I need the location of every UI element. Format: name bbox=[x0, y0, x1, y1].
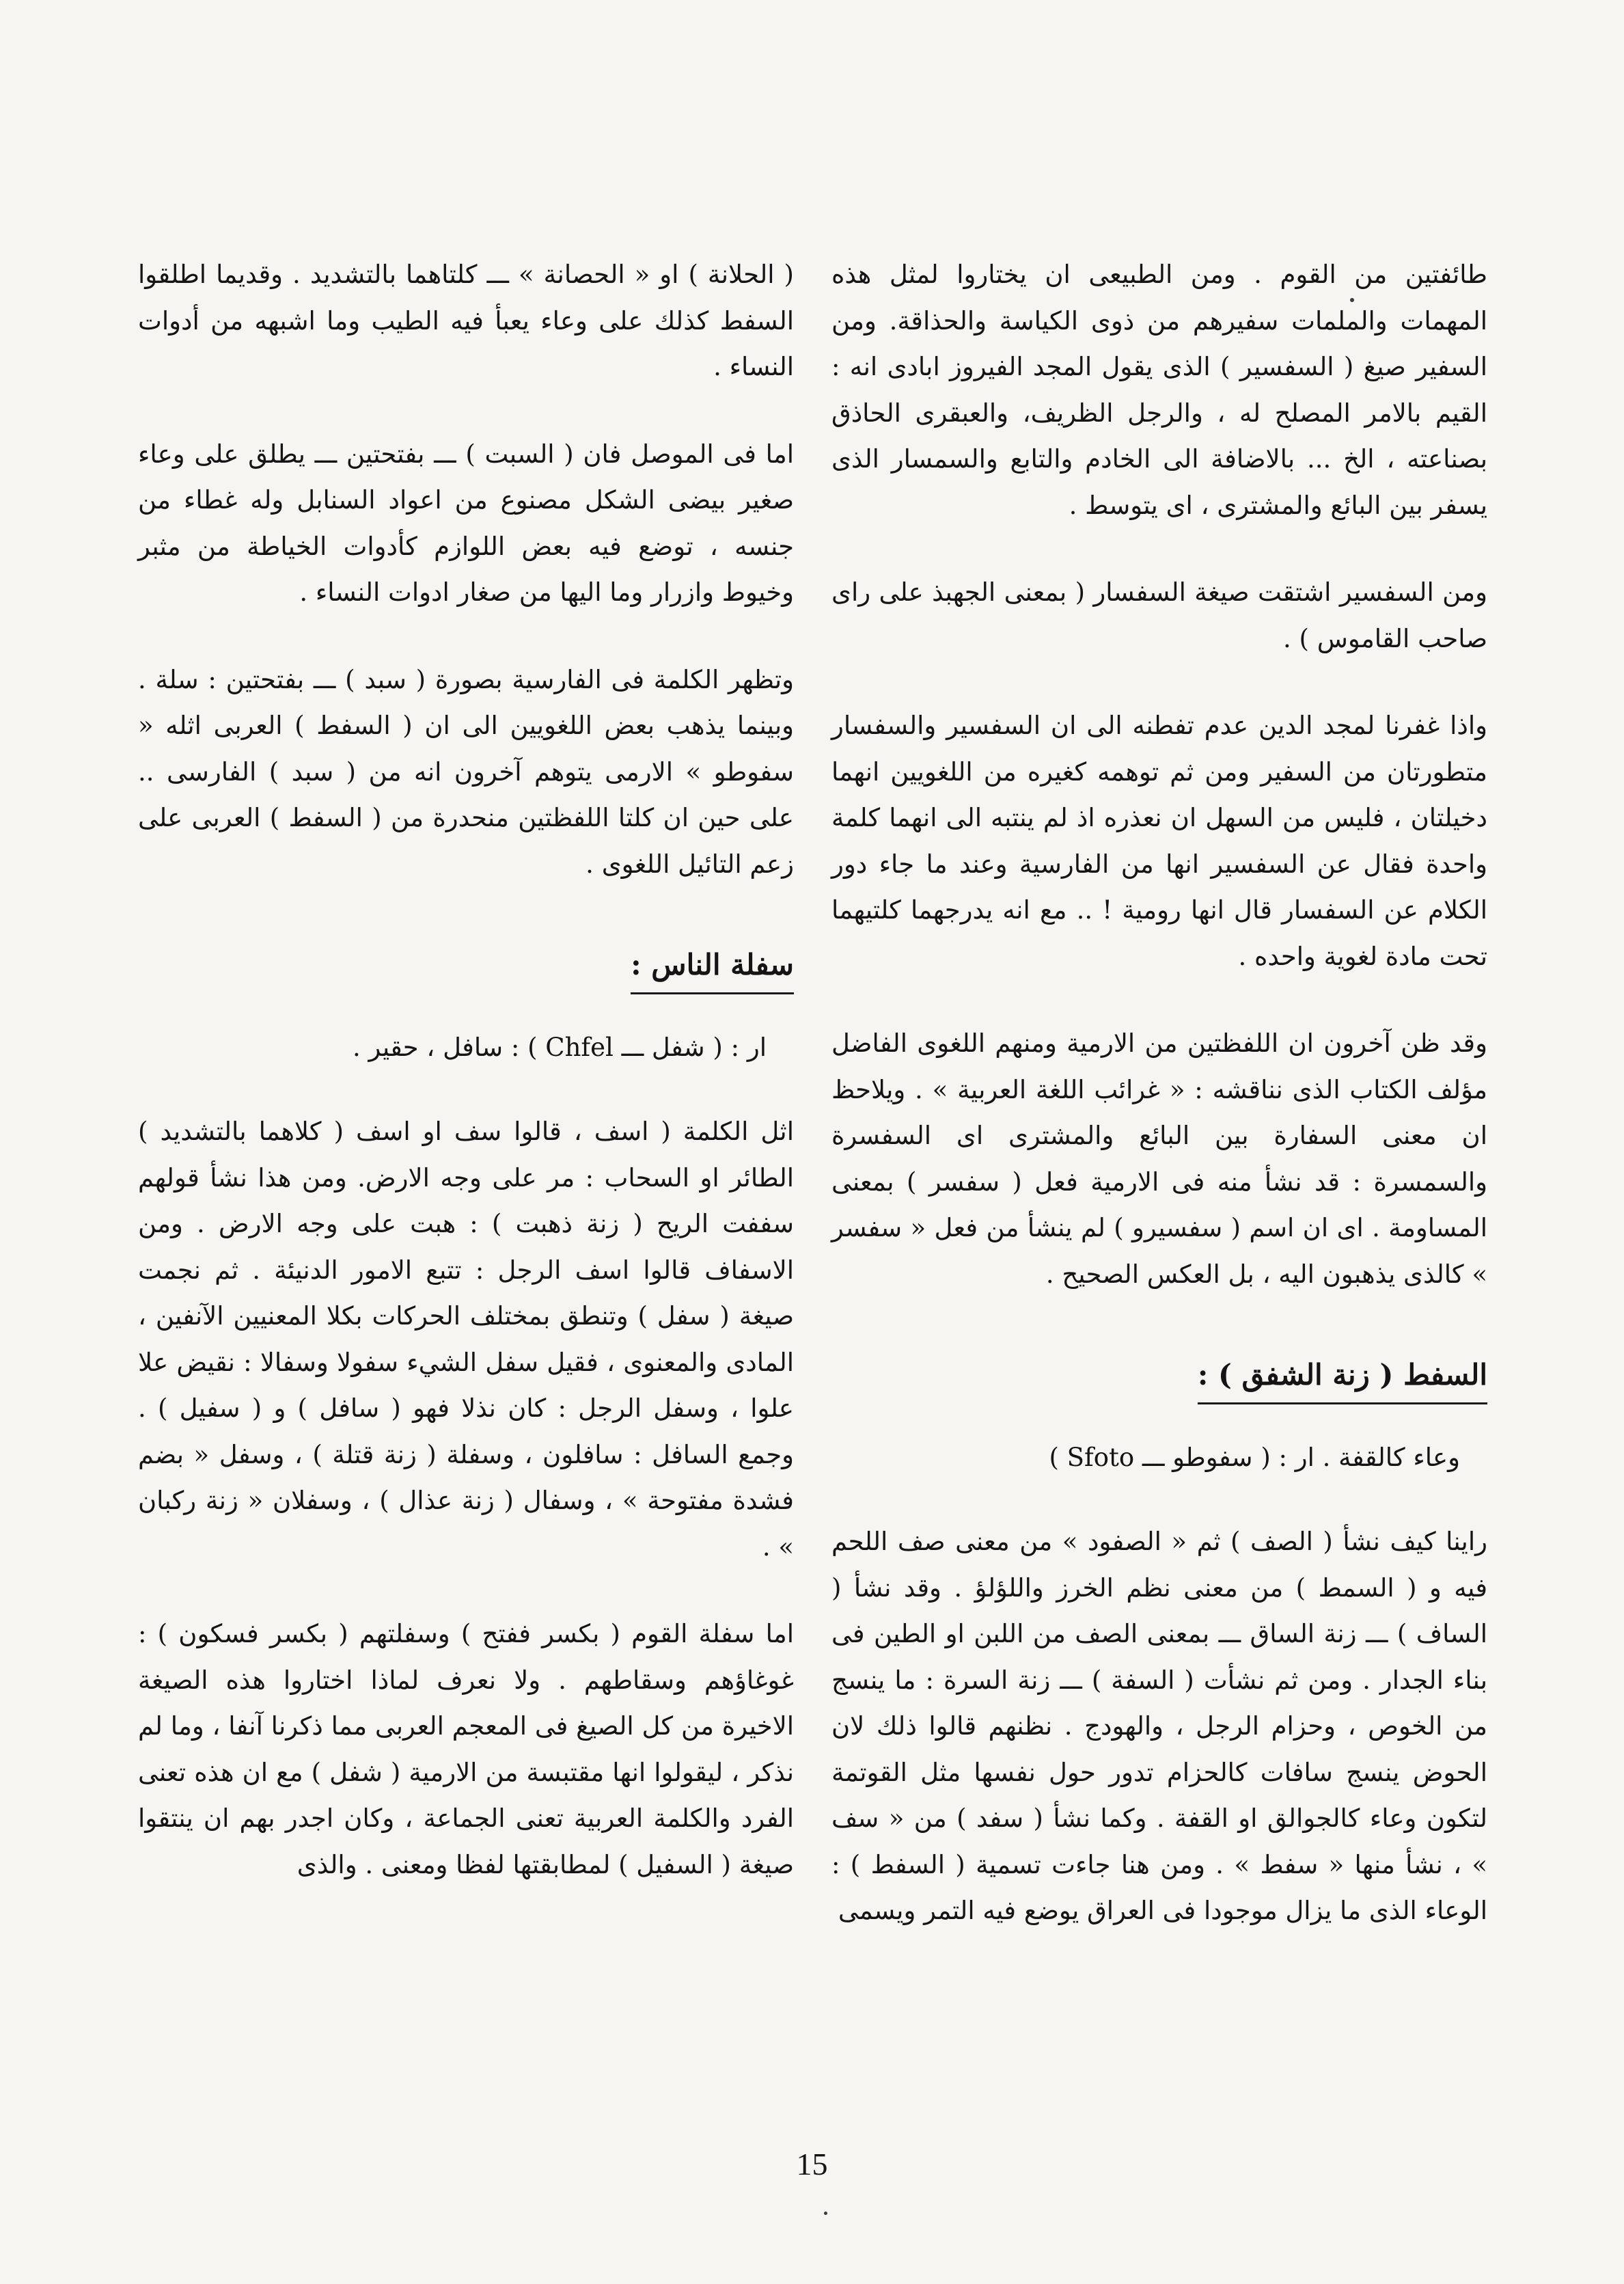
entry-heading: السفط ( زنة الشفق ) : bbox=[1198, 1352, 1487, 1404]
paragraph: اثل الكلمة ( اسف ، قالوا سف او اسف ( كلاهما بالتشديد ) الطائر او السحاب : مر على وجه الارض. ومن هذا نشأ قولهم سففت الريح ( زنة ذهبت ) : هبت على وجه الارض . ومن الاسفاف قالوا اسف الرجل : تتبع الامور الدنيئة . ثم نجمت صيغة ( سفل ) وتنطق بمختلف الحركات بكلا المعنيين الآنفين ، المادى والمعنوى ، فقيل سفل الشيء سفولا وسفالا : نقيض علا علوا ، وسفل الرجل : كان نذلا فهو ( سافل ) و ( سفيل ) . وجمع السافل : سافلون ، وسفلة ( زنة قتلة ) ، وسفل « بضم فشدة مفتوحة » ، وسفال ( زنة عذال ) ، وسفلان « زنة ركبان » . bbox=[138, 1117, 794, 1562]
paragraph: اما سفلة القوم ( بكسر ففتح ) وسفلتهم ( بكسر فسكون ) : غوغاؤهم وسقاطهم . ولا نعرف لماذا اختاروا هذه الصيغة الاخيرة من كل الصيغ فى المعجم العربى مما ذكرنا آنفا ، وما لم نذكر ، ليقولوا انها مقتبسة من الارمية ( شفل ) مع ان هذه تعنى الفرد والكلمة العربية تعنى الجماعة ، وكان اجدر بهم ان ينتقوا صيغة ( السفيل ) لمطابقتها لفظا ومعنى . والذى bbox=[138, 1619, 794, 1879]
paragraph: ( الحلانة ) او « الحصانة » ـــ كلتاهما بالتشديد . وقديما اطلقوا السفط كذلك على وعاء يعبأ فيه الطيب وما اشبهه من أدوات النساء . bbox=[138, 260, 794, 381]
paragraph: واذا غفرنا لمجد الدين عدم تفطنه الى ان السفسير والسفسار متطورتان من السفير ومن ثم توهمه كغيره من اللغويين انهما دخيلتان ، فليس من السهل ان نعذره اذ لم ينتبه الى انهما كلمة واحدة فقال عن السفسير انها من الفارسية وعند ما جاء دور الكلام عن السفسار قال انها رومية ! .. مع انه يدرجهما كلتيهما تحت مادة لغوية واحده . bbox=[831, 711, 1487, 971]
entry-heading: سفلة الناس : bbox=[631, 942, 794, 994]
paragraph: وقد ظن آخرون ان اللفظتين من الارمية ومنهم اللغوى الفاضل مؤلف الكتاب الذى نناقشه : « غرائب اللغة العربية » . ويلاحظ ان معنى السفارة بين البائع والمشترى اى السفسرة والسمسرة : قد نشأ منه فى الارمية فعل ( سفسر ) بمعنى المساومة . اى ان اسم ( سفسيرو ) لم ينشأ من فعل « سفسر » كالذى يذهبون اليه ، بل العكس الصحيح . bbox=[831, 1029, 1487, 1289]
entry-gloss: ار : ( شفل ـــ Chfel ) : سافل ، حقير . bbox=[352, 1032, 767, 1062]
right-column bbox=[831, 251, 1487, 1967]
paragraph: اما فى الموصل فان ( السبت ) ـــ بفتحتين ـــ يطلق على وعاء صغير بيضى الشكل مصنوع من اعواد السنابل وله غطاء من جنسه ، توضع فيه بعض اللوازم كأدوات الخياطة من مثبر وخيوط وازرار وما اليها من صغار ادوات النساء . bbox=[138, 439, 794, 607]
paragraph: راينا كيف نشأ ( الصف ) ثم « الصفود » من معنى صف اللحم فيه و ( السمط ) من معنى نظم الخرز واللؤلؤ . وقد نشأ ( الساف ) ـــ زنة الساق ـــ بمعنى الصف من اللبن او الطين فى بناء الجدار . ومن ثم نشأت ( السفة ) ـــ زنة السرة : ما ينسج من الخوص ، وحزام الرجل ، والهودج . نظنهم قالوا ذلك لان الحوض ينسج سافات كالحزام تدور حول نفسها مثل القوتمة لتكون وعاء كالجوالق او القفة . وكما نشأ ( سفد ) من « سف » ، نشأ منها « سفط » . ومن هنا جاءت تسمية ( السفط ) : الوعاء الذى ما يزال موجودا فى العراق يوضع فيه التمر ويسمى bbox=[831, 1527, 1487, 1925]
paragraph: طائفتين من القوم . ومن الطبيعى ان يختاروا لمثل هذه المهمات والملمات سفيرهم من ذوى الكياسة والحذاقة. ومن السفير صيغ ( السفسير ) الذى يقول المجد الفيروز ابادى انه : القيم بالامر المصلح له ، والرجل الظريف، والعبقرى الحاذق بصناعته ، الخ ... بالاضافة الى الخادم والتابع والسمسار الذى يسفر بين البائع والمشترى ، اى يتوسط . bbox=[831, 260, 1487, 520]
paragraph: ومن السفسير اشتقت صيغة السفسار ( بمعنى الجهبذ على راى صاحب القاموس ) . bbox=[831, 577, 1487, 653]
scan-speck bbox=[824, 2212, 827, 2215]
page-number: 15 bbox=[796, 2147, 828, 2181]
left-column bbox=[138, 251, 794, 1920]
paragraph: وتظهر الكلمة فى الفارسية بصورة ( سبد ) ـــ بفتحتين : سلة . وبينما يذهب بعض اللغويين الى ان ( السفط ) العربى اثله « سفوطو » الارمى يتوهم آخرون انه من ( سبد ) الفارسى .. على حين ان كلتا اللفظتين منحدرة من ( السفط ) العربى على زعم التائيل اللغوى . bbox=[138, 664, 794, 879]
entry-gloss: وعاء كالقفة . ار : ( سفوطو ـــ Sfoto ) bbox=[1049, 1442, 1460, 1472]
